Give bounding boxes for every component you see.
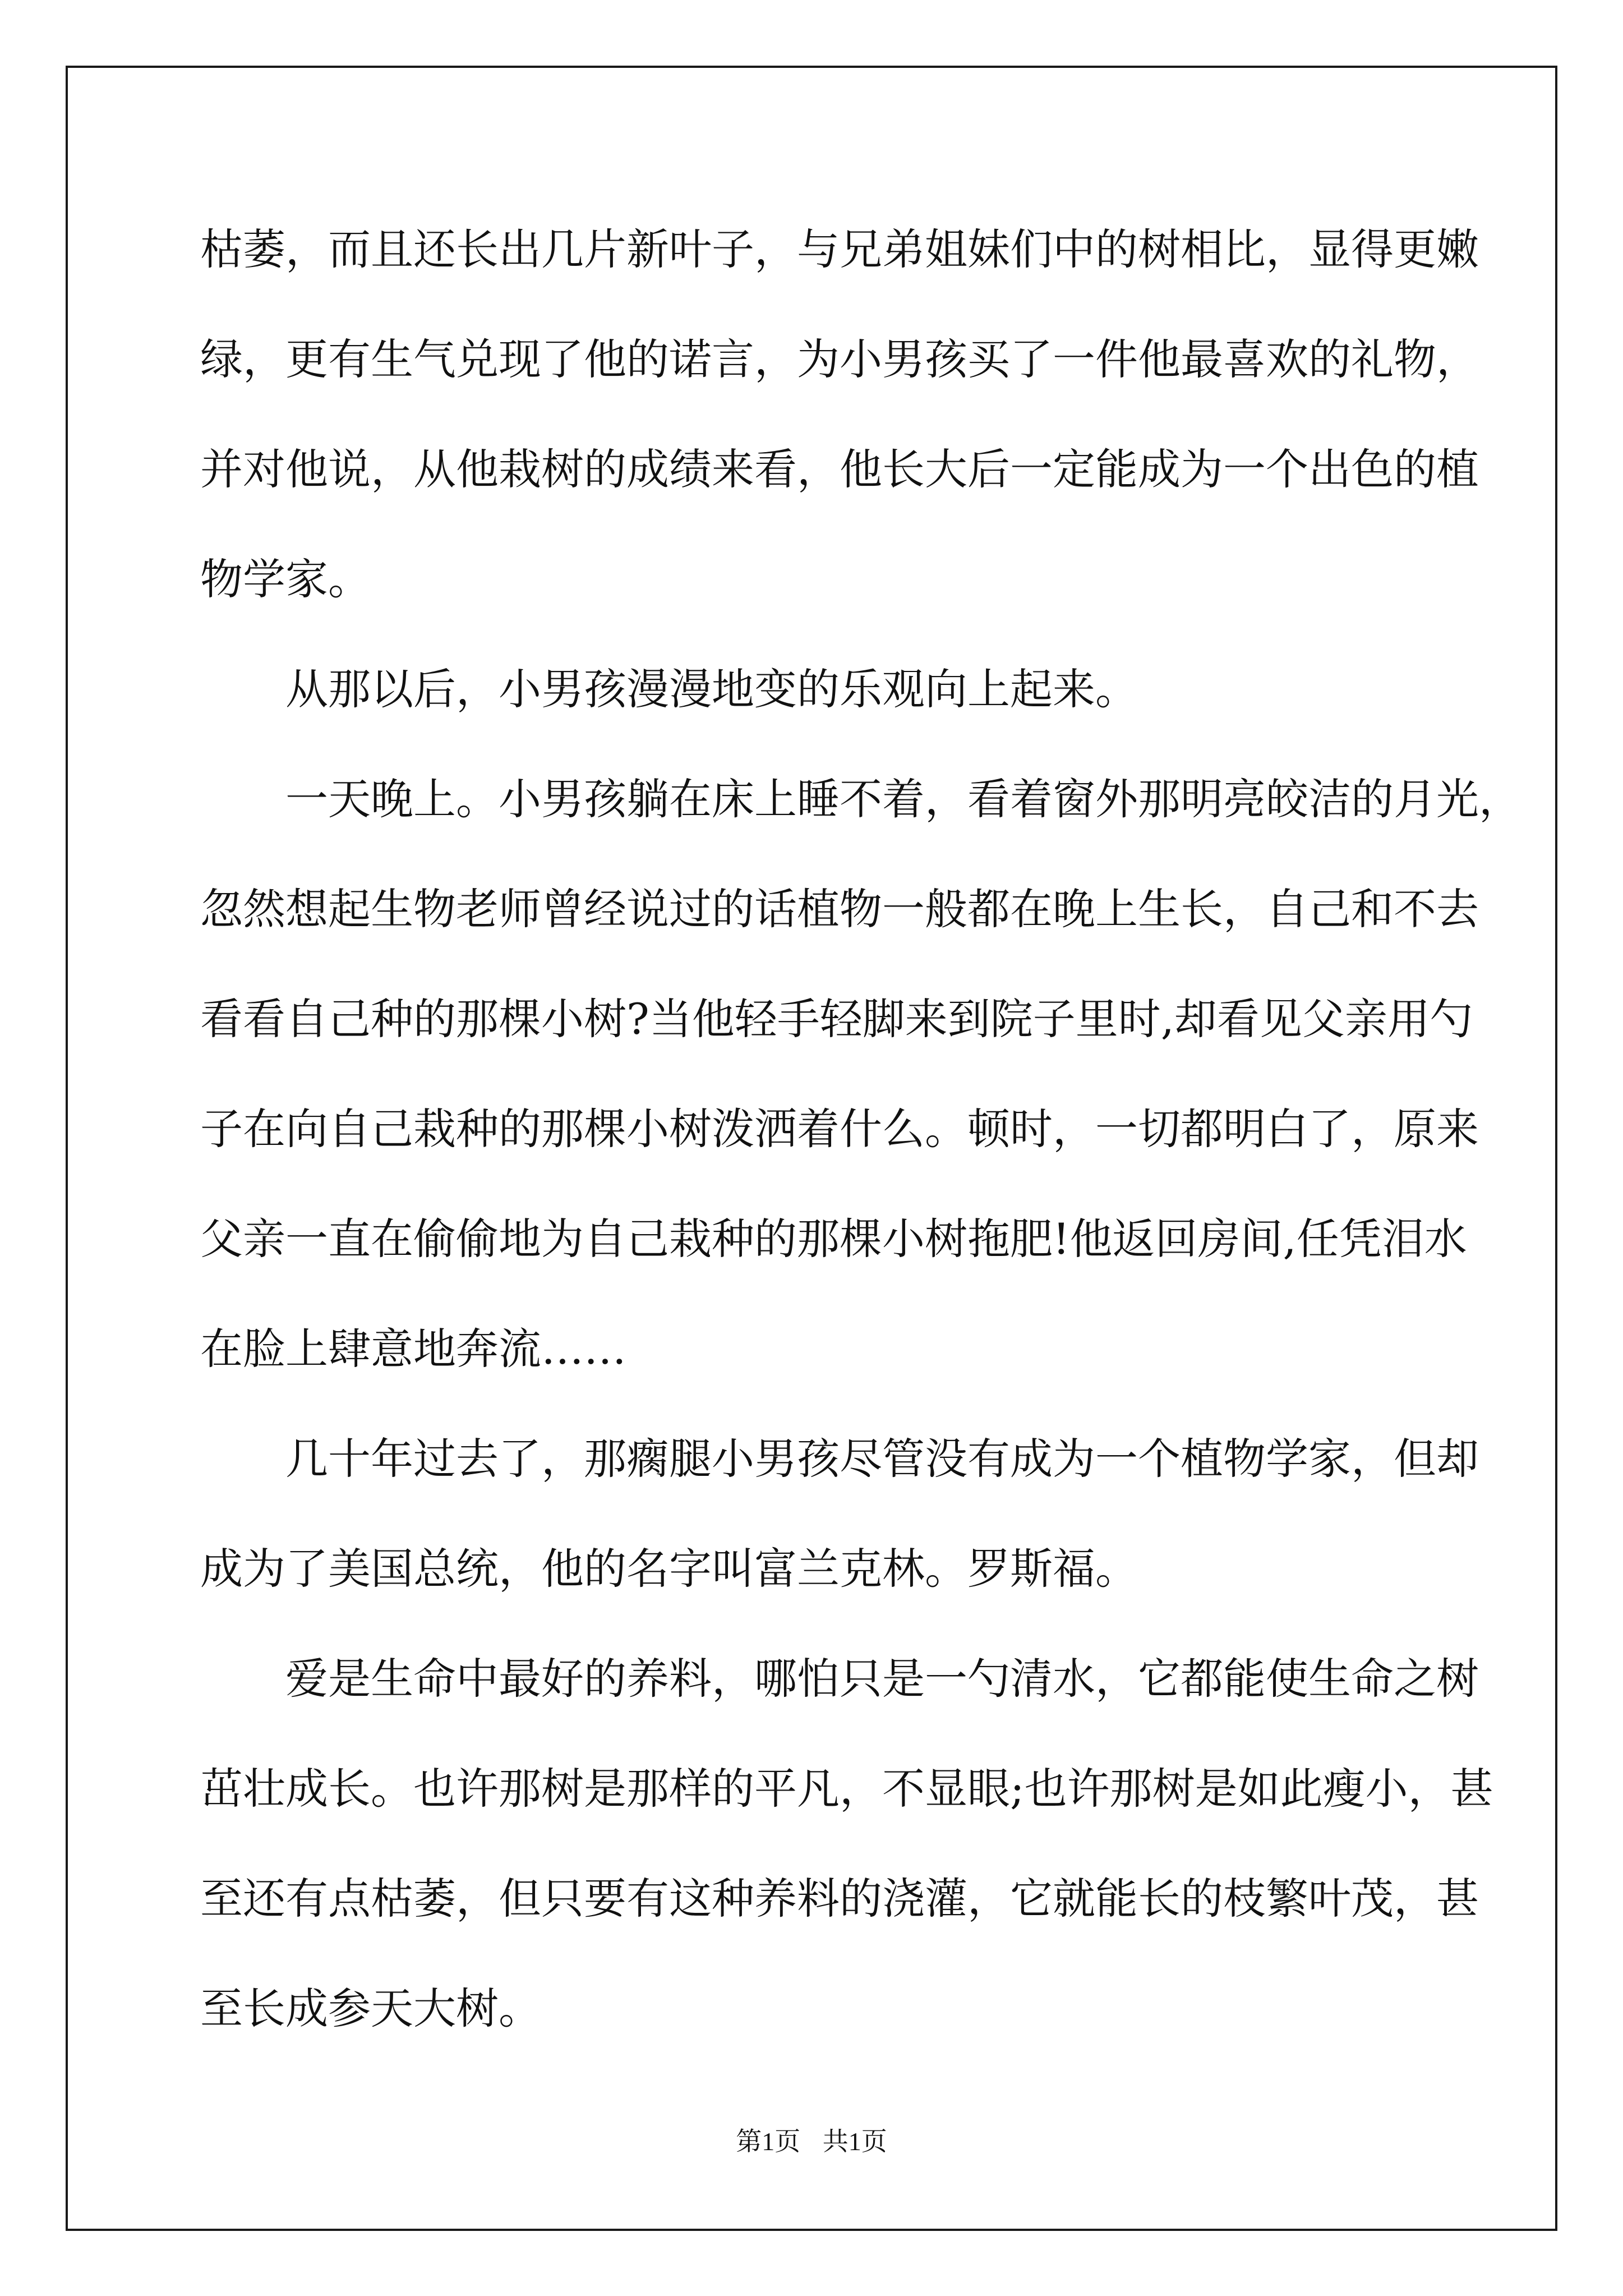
text-line: 物学家。: [200, 554, 371, 604]
text-line: 爱是生命中最好的养料，哪怕只是一勺清水，它都能使生命之树: [285, 1654, 1479, 1704]
page-number-total: 共1页: [822, 2127, 887, 2156]
text-line: 茁壮成长。也许那树是那样的平凡，不显眼;也许那树是如此瘦小，甚: [200, 1764, 1493, 1814]
text-line: 一天晚上。小男孩躺在床上睡不着，看着窗外那明亮皎洁的月光，: [285, 774, 1521, 824]
text-line: 成为了美国总统，他的名字叫富兰克林。罗斯福。: [200, 1544, 1138, 1594]
page-footer: [0, 2121, 1623, 2158]
text-line: 至长成参天大树。: [200, 1984, 541, 2033]
text-line: 几十年过去了，那瘸腿小男孩尽管没有成为一个植物学家，但却: [285, 1434, 1479, 1484]
text-line: 在脸上肆意地奔流……: [200, 1324, 626, 1374]
text-line: 子在向自己栽种的那棵小树泼洒着什么。顿时，一切都明白了，原来: [200, 1104, 1479, 1154]
page-number-current: 第1页: [736, 2127, 801, 2156]
text-line: 至还有点枯萎，但只要有这种养料的浇灌，它就能长的枝繁叶茂，甚: [200, 1874, 1479, 1924]
text-line: 枯萎，而且还长出几片新叶子，与兄弟姐妹们中的树相比，显得更嫩: [200, 224, 1479, 274]
text-line: 绿，更有生气兑现了他的诺言，为小男孩买了一件他最喜欢的礼物，: [200, 334, 1479, 384]
text-line: 从那以后，小男孩漫漫地变的乐观向上起来。: [285, 664, 1138, 714]
text-line: 看看自己种的那棵小树?当他轻手轻脚来到院子里时,却看见父亲用勺: [200, 994, 1473, 1044]
text-line: 并对他说，从他栽树的成绩来看，他长大后一定能成为一个出色的植: [200, 444, 1479, 494]
text-line: 忽然想起生物老师曾经说过的话植物一般都在晚上生长，自己和不去: [200, 884, 1479, 934]
text-line: 父亲一直在偷偷地为自己栽种的那棵小树拖肥!他返回房间,任凭泪水: [200, 1214, 1467, 1264]
